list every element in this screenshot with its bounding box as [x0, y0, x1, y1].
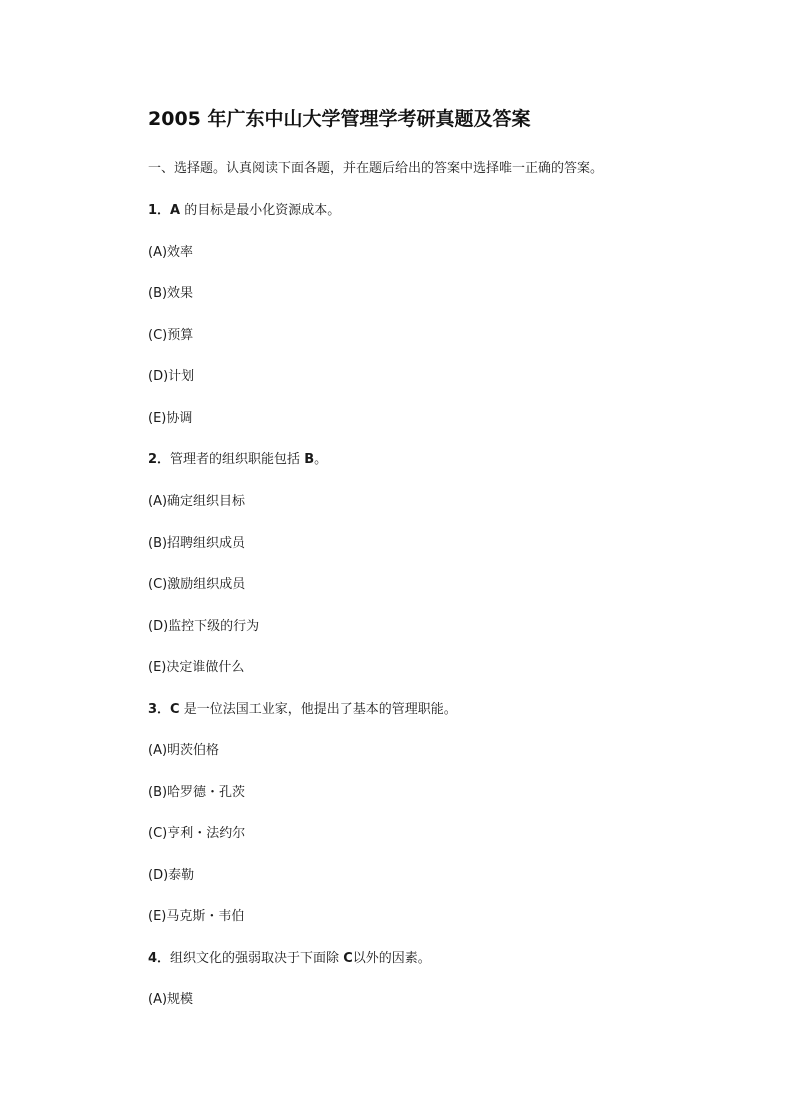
option-3b: (B)哈罗德・孔茨 [148, 785, 246, 800]
option-3e: (E)马克斯・韦伯 [148, 909, 245, 924]
option-1e: (E)协调 [148, 411, 193, 426]
option-2b: (B)招聘组织成员 [148, 536, 246, 551]
answer-key: A [170, 203, 181, 218]
option-3a: (A)明茨伯格 [148, 743, 220, 758]
document-title: 2005 年广东中山大学管理学考研真题及答案 [148, 108, 531, 130]
option-2c: (C)激励组织成员 [148, 577, 246, 592]
answer-key: B [304, 452, 315, 467]
question-number: 1． [148, 203, 171, 218]
option-2a: (A)确定组织目标 [148, 494, 246, 509]
question-number: 3． [148, 702, 171, 717]
question-number: 2． [148, 452, 171, 467]
question-text: 管理者的组织职能包括 [170, 452, 301, 467]
question-text: 的目标是最小化资源成本。 [184, 203, 341, 218]
option-3d: (D)泰勒 [148, 868, 195, 883]
question-number: 4． [148, 951, 171, 966]
option-1a: (A)效率 [148, 245, 194, 260]
answer-key: C [343, 951, 353, 966]
question-text-end: 。 [314, 452, 328, 467]
option-2e: (E)决定谁做什么 [148, 660, 245, 675]
option-2d: (D)监控下级的行为 [148, 619, 260, 634]
question-text: 组织文化的强弱取决于下面除 [170, 951, 340, 966]
answer-key: C [170, 702, 180, 717]
question-text-end: 以外的因素。 [352, 951, 431, 966]
option-1b: (B)效果 [148, 286, 194, 301]
question-2 [148, 451, 327, 469]
option-1c: (C)预算 [148, 328, 194, 343]
question-text: 是一位法国工业家，他提出了基本的管理职能。 [183, 702, 457, 717]
question-1 [148, 202, 340, 220]
question-3 [148, 701, 457, 719]
option-4a: (A)规模 [148, 992, 194, 1007]
question-4 [148, 950, 431, 968]
option-1d: (D)计划 [148, 369, 195, 384]
section-heading: 一、选择题。认真阅读下面各题，并在题后给出的答案中选择唯一正确的答案。 [148, 161, 604, 176]
option-3c: (C)亨利・法约尔 [148, 826, 246, 841]
